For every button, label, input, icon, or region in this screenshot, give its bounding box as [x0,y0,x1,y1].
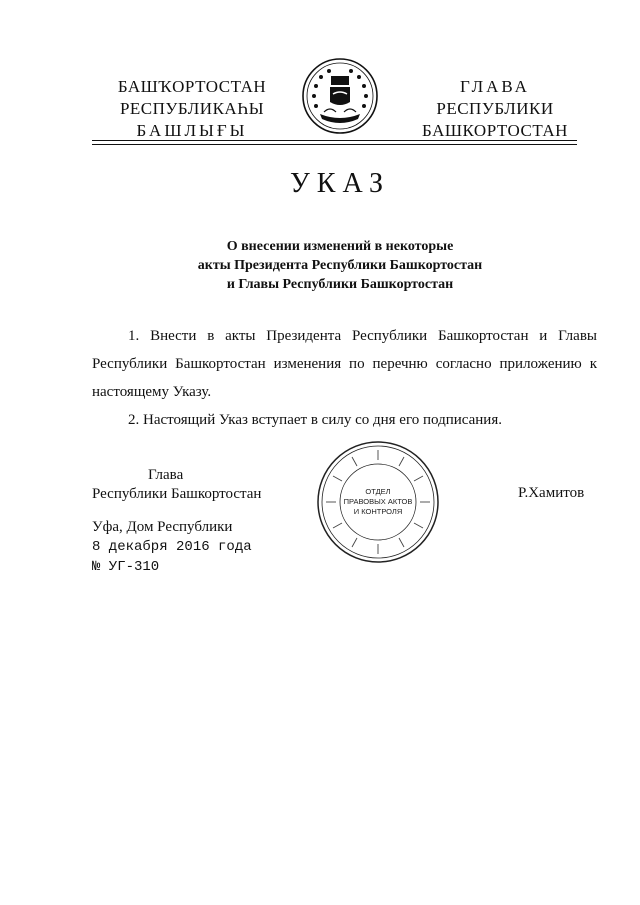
header-russian [395,76,595,142]
paragraph-2: 2. Настоящий Указ вступает в силу со дня его подписания. [128,412,502,428]
coat-of-arms-icon [300,56,380,136]
stamp-text-line-2: ПРАВОВЫХ АКТОВ [343,497,413,506]
subject-line-2: акты Президента Республики Башкортостан [197,258,483,273]
header-left-line-2: РЕСПУБЛИКАҺЫ [119,99,265,118]
header-right-line-3: БАШКОРТОСТАН [422,121,568,140]
stamp-text-line-1: ОТДЕЛ [365,487,391,496]
stamp-text-line-3: И КОНТРОЛЯ [353,507,403,516]
signatory-name: Р.Хамитов [518,485,585,501]
document-body [92,322,597,434]
document-title: УКАЗ [289,168,391,199]
issue-date: 8 декабря 2016 года [92,539,252,555]
document-subject [140,237,540,294]
issue-details [92,517,292,577]
header-rule-thick [92,140,577,141]
header-right-line-1: ГЛАВА [460,77,530,96]
header-right-line-2: РЕСПУБЛИКИ [436,99,554,118]
subject-line-3: и Главы Республики Башкортостан [226,277,454,292]
subject-line-1: О внесении изменений в некоторые [226,239,454,254]
issue-place: Уфа, Дом Республики [92,519,233,535]
signatory-title [92,466,272,504]
header-bashkir [92,76,292,142]
header-rule-thin [92,144,577,145]
signatory-title-line-1: Глава [148,467,184,483]
header-left-line-1: БАШҠОРТОСТАН [117,77,267,96]
paragraph-1: 1. Внести в акты Президента Республики Башкортостан и Главы Республики Башкортостан изменения по перечню согласно приложению к настоящему Указу. [92,328,597,400]
header-left-line-3: БАШЛЫҒЫ [136,121,248,140]
decree-number: № УГ-310 [92,559,160,575]
signatory-title-line-2: Республики Башкортостан [92,486,262,502]
official-stamp [316,440,440,564]
